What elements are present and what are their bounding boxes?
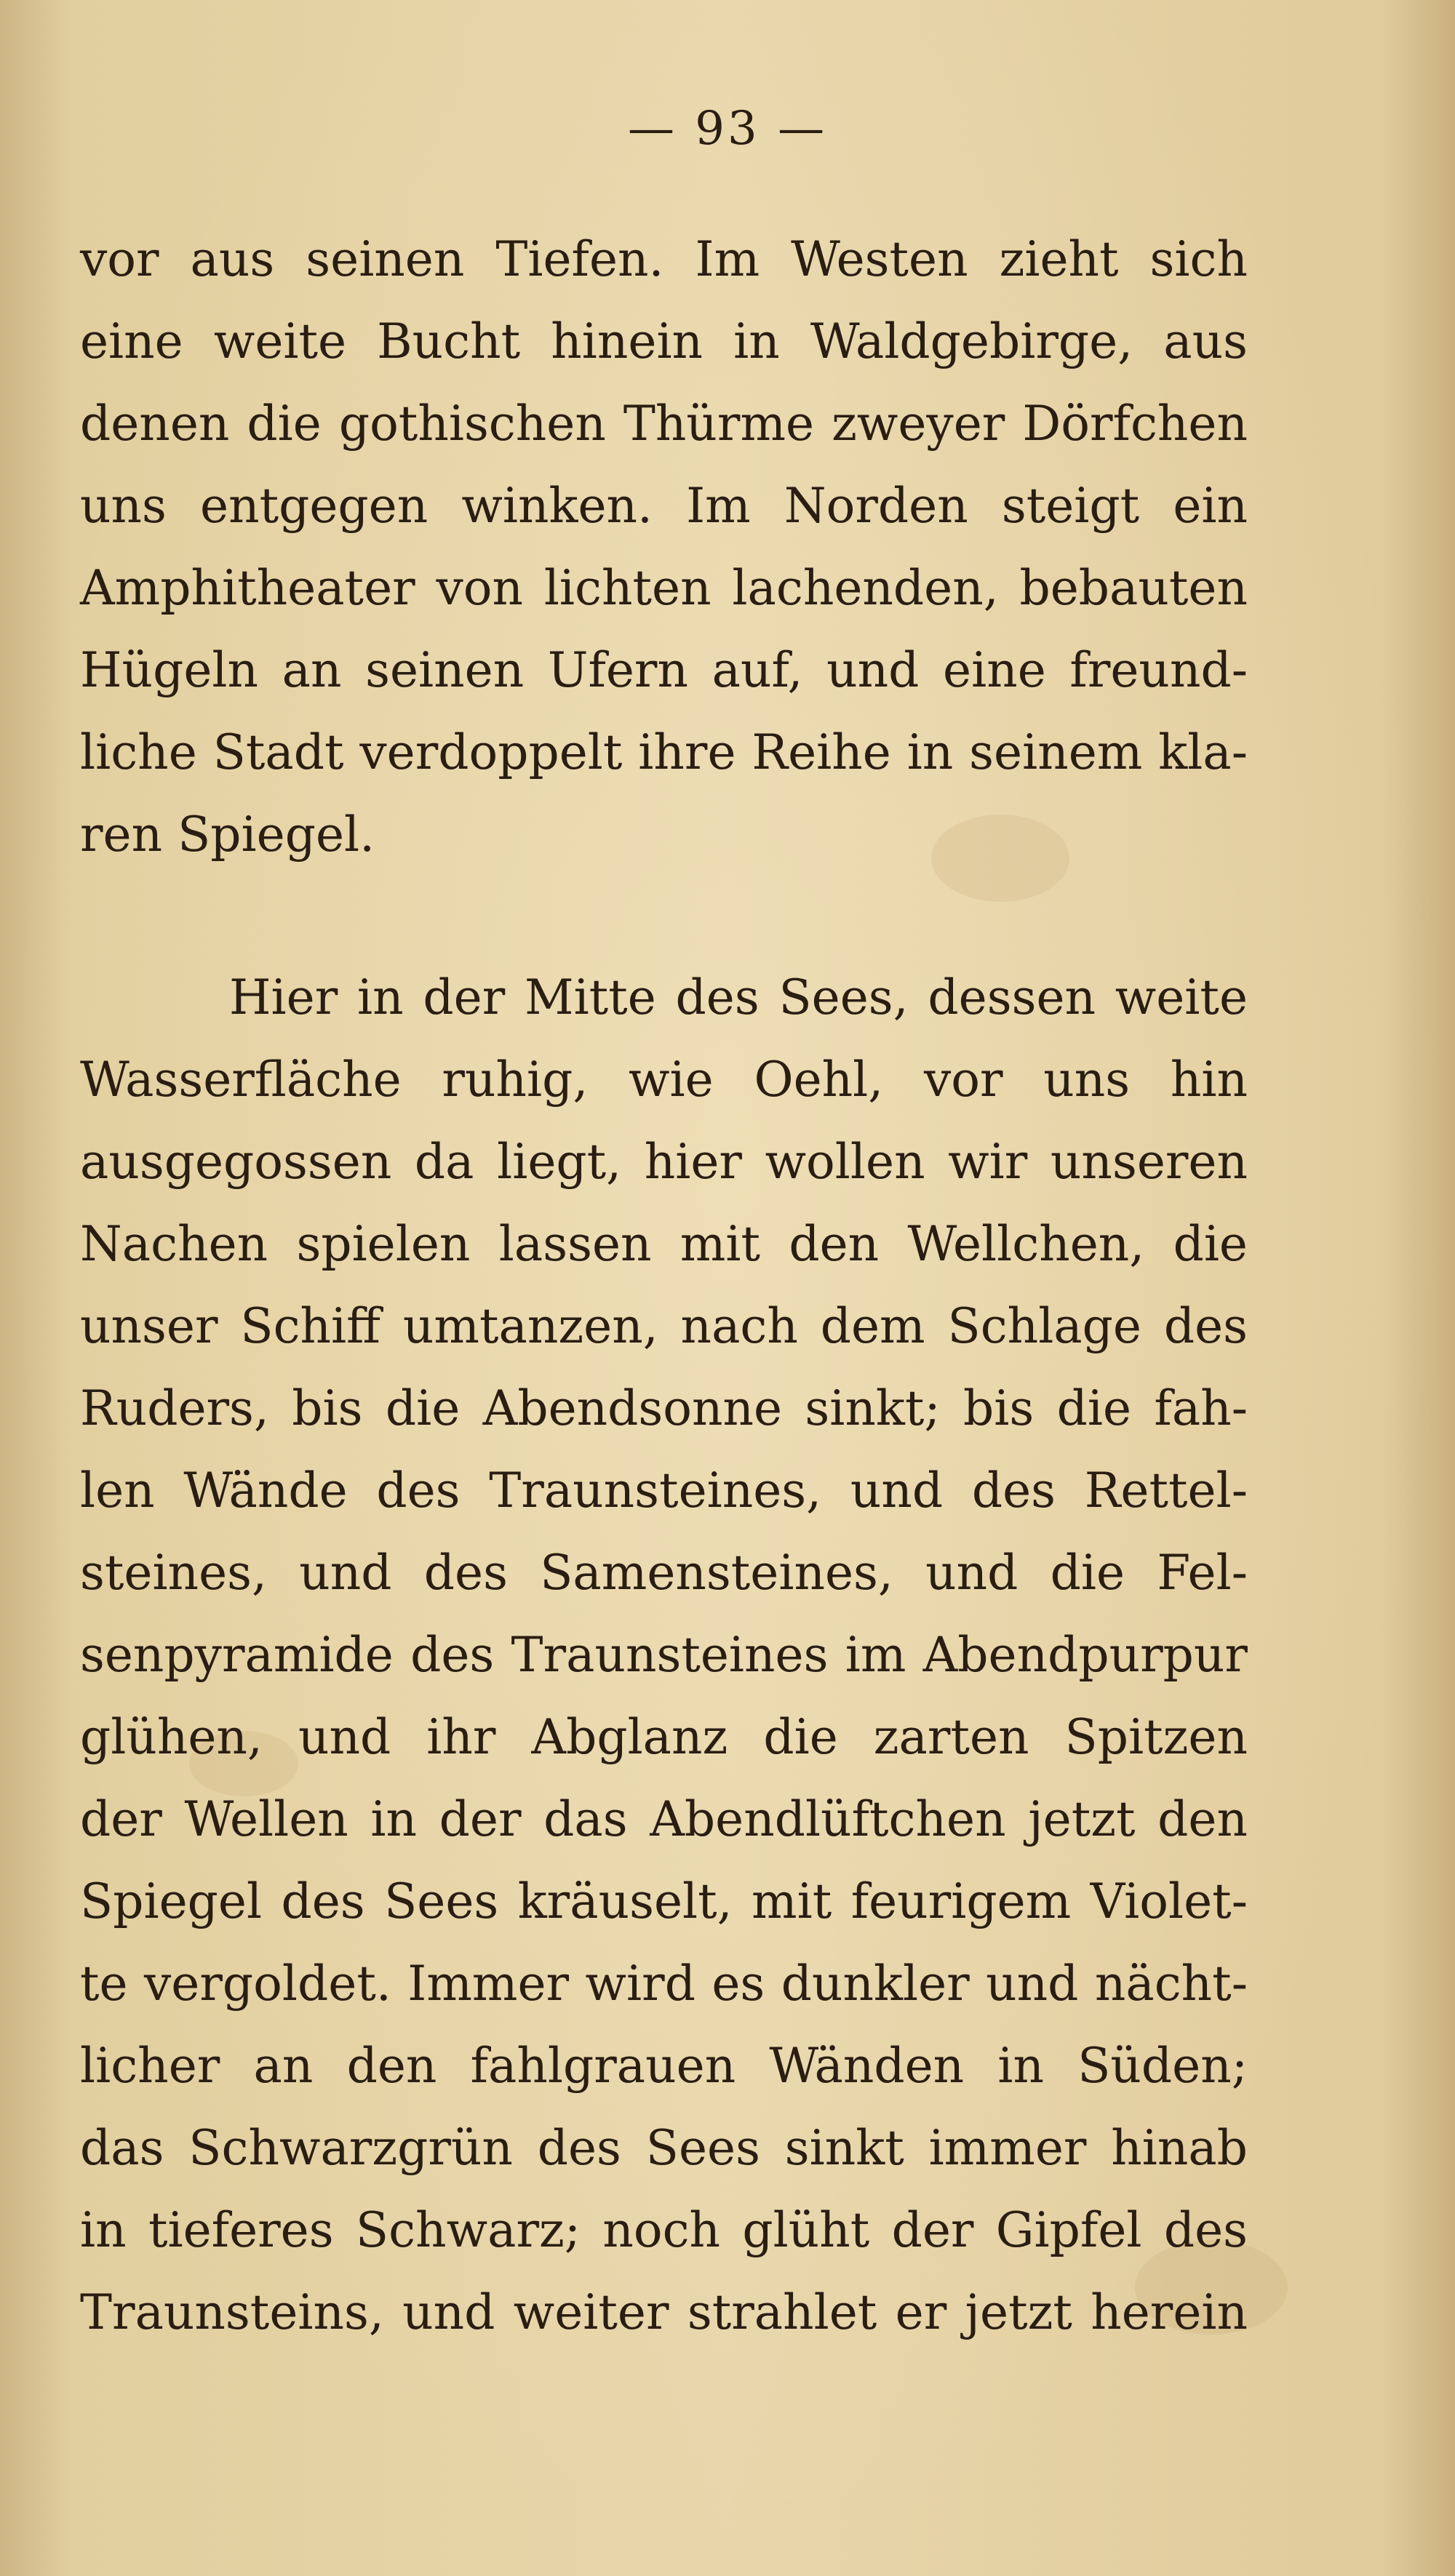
text-line: steines, und des Samensteines, und die Fel- <box>80 1545 1248 1601</box>
text-line: ren Spiegel. <box>80 807 375 863</box>
text-line: Nachen spielen lassen mit den Wellchen, die <box>80 1216 1248 1272</box>
text-line: glühen, und ihr Abglanz die zarten Spitzen <box>80 1709 1248 1765</box>
text-line: te vergoldet. Immer wird es dunkler und nächt- <box>80 1956 1248 2012</box>
text-line: liche Stadt verdoppelt ihre Reihe in seinem kla- <box>80 724 1248 780</box>
text-line: Hügeln an seinen Ufern auf, und eine freund- <box>80 642 1248 698</box>
text-line: eine weite Bucht hinein in Waldgebirge, aus <box>80 313 1248 369</box>
text-line: senpyramide des Traunsteines im Abendpurpur <box>80 1627 1248 1683</box>
text-line: uns entgegen winken. Im Norden steigt ein <box>80 478 1248 534</box>
text-line: vor aus seinen Tiefen. Im Westen zieht sich <box>80 231 1248 287</box>
text-line: Wasserfläche ruhig, wie Oehl, vor uns hin <box>80 1052 1248 1108</box>
text-line: denen die gothischen Thürme zweyer Dörfchen <box>80 396 1248 452</box>
text-line: unser Schiff umtanzen, nach dem Schlage des <box>80 1298 1248 1354</box>
text-line: ausgegossen da liegt, hier wollen wir unseren <box>80 1134 1248 1190</box>
text-line: Amphitheater von lichten lachenden, bebauten <box>80 560 1248 616</box>
paragraph <box>80 218 1248 876</box>
text-line: Traunsteins, und weiter strahlet er jetzt herein <box>80 2284 1248 2340</box>
text-line: das Schwarzgrün des Sees sinkt immer hinab <box>80 2120 1248 2176</box>
text-line: licher an den fahlgrauen Wänden in Süden; <box>80 2038 1248 2094</box>
text-line: der Wellen in der das Abendlüftchen jetzt den <box>80 1791 1248 1847</box>
text-line: in tieferes Schwarz; noch glüht der Gipfel des <box>80 2202 1248 2258</box>
text-line: Spiegel des Sees kräuselt, mit feurigem Violet- <box>80 1873 1248 1929</box>
text-line: len Wände des Traunsteines, und des Rettel- <box>80 1463 1248 1519</box>
paragraph <box>80 956 1248 2353</box>
page-number: — 93 — <box>627 102 828 156</box>
text-line: Ruders, bis die Abendsonne sinkt; bis die fah- <box>80 1380 1248 1436</box>
text-line: Hier in der Mitte des Sees, dessen weite <box>229 969 1248 1025</box>
